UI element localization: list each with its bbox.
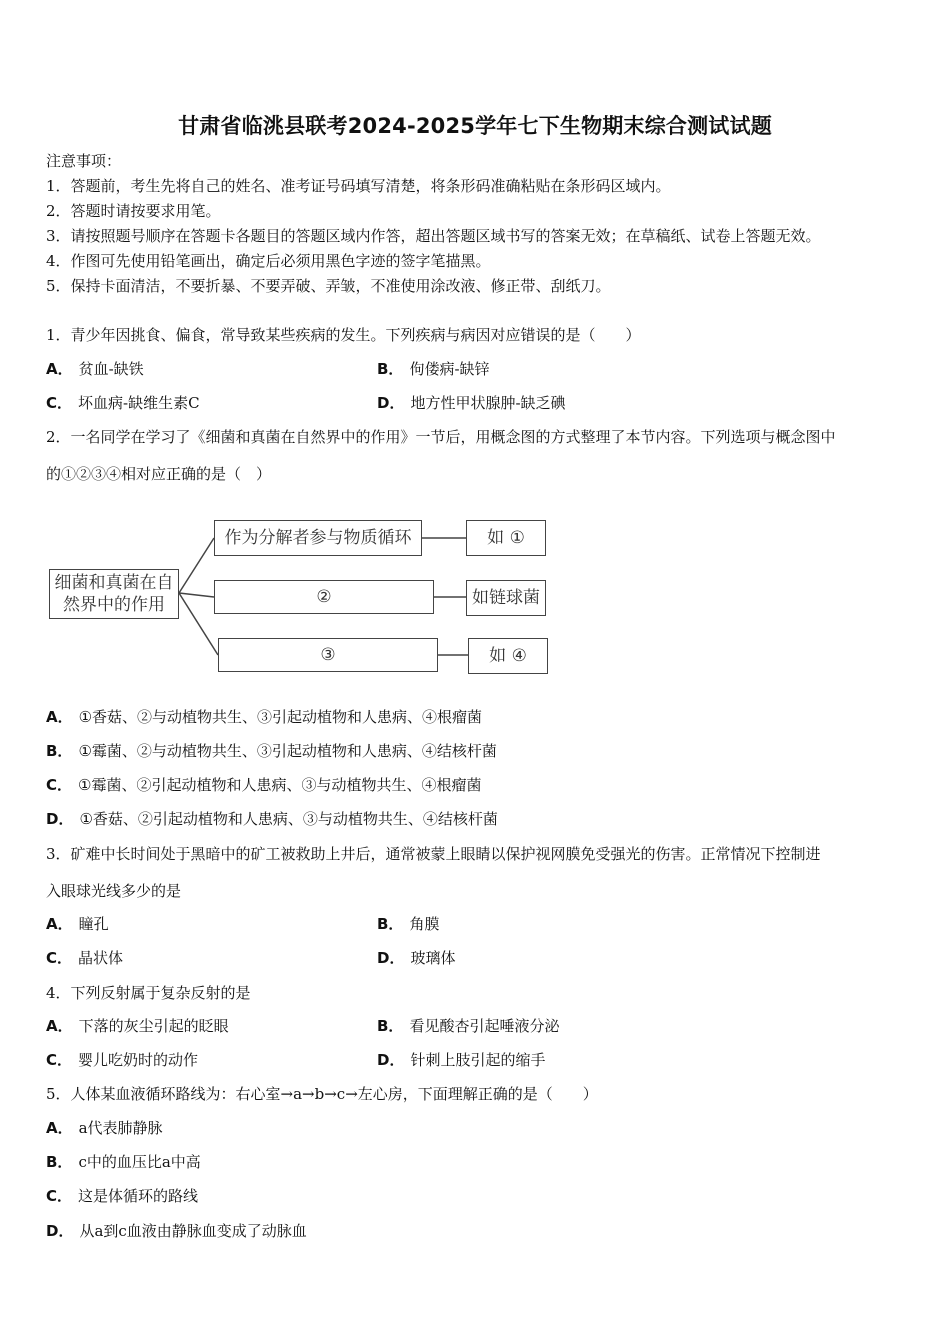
option-text: 佝偻病-缺锌 <box>409 360 490 378</box>
q3-option-a <box>46 914 109 934</box>
notice-item: 2．答题时请按要求用笔。 <box>46 202 221 220</box>
option-text: 婴儿吃奶时的动作 <box>78 1051 199 1069</box>
diagram-branch-3: ③ <box>218 638 438 672</box>
q5-option-c <box>46 1186 198 1206</box>
option-label: D． <box>46 1222 74 1240</box>
question-3-stem: 3．矿难中长时间处于黑暗中的矿工被救助上井后，通常被蒙上眼睛以保护视网膜免受强光的伤害。正常情况下控制进 <box>46 845 821 863</box>
option-text: a代表肺静脉 <box>78 1119 163 1137</box>
diagram-root-box: 细菌和真菌在自然界中的作用 <box>49 569 179 619</box>
q2-option-a <box>46 707 482 727</box>
question-2-stem-cont: 的①②③④相对应正确的是（ ） <box>46 465 272 483</box>
option-label: B． <box>377 360 404 378</box>
option-text: 看见酸杏引起唾液分泌 <box>409 1017 560 1035</box>
q1-option-c <box>46 393 200 413</box>
q1-option-b <box>377 359 490 379</box>
q4-option-c <box>46 1050 198 1070</box>
option-label: A． <box>46 708 73 726</box>
notice-item: 1．答题前，考生先将自己的姓名、准考证号码填写清楚，将条形码准确粘贴在条形码区域内。 <box>46 177 671 195</box>
q1-option-a <box>46 359 144 379</box>
option-text: 玻璃体 <box>410 949 456 967</box>
option-text: 坏血病-缺维生素C <box>78 394 200 412</box>
q4-option-a <box>46 1016 229 1036</box>
q2-option-c <box>46 775 481 795</box>
notice-heading: 注意事项： <box>46 152 122 170</box>
notice-item: 3．请按照题号顺序在答题卡各题目的答题区域内作答，超出答题区域书写的答案无效；在草稿纸、试卷上答题无效。 <box>46 227 821 245</box>
option-label: A． <box>46 1017 73 1035</box>
option-text: 这是体循环的路线 <box>78 1187 199 1205</box>
q4-option-b <box>377 1016 559 1036</box>
question-4-stem: 4．下列反射属于复杂反射的是 <box>46 984 251 1002</box>
option-label: D． <box>46 810 74 828</box>
diagram-branch-1: 作为分解者参与物质循环 <box>214 520 422 556</box>
option-label: C． <box>46 776 73 794</box>
option-label: C． <box>46 394 73 412</box>
question-3-stem-cont: 入眼球光线多少的是 <box>46 882 182 900</box>
diagram-branch-2: ② <box>214 580 434 614</box>
option-text: ①香菇、②与动植物共生、③引起动植物和人患病、④根瘤菌 <box>78 708 483 726</box>
option-label: A． <box>46 1119 73 1137</box>
option-label: B． <box>46 1153 73 1171</box>
option-label: B． <box>377 1017 404 1035</box>
option-text: ①香菇、②引起动植物和人患病、③与动植物共生、④结核杆菌 <box>79 810 498 828</box>
option-text: ①霉菌、②与动植物共生、③引起动植物和人患病、④结核杆菌 <box>78 742 497 760</box>
concept-diagram <box>40 505 560 685</box>
notice-item: 4．作图可先使用铅笔画出，确定后必须用黑色字迹的签字笔描黑。 <box>46 252 491 270</box>
q5-option-a <box>46 1118 163 1138</box>
notice-item: 5．保持卡面清洁，不要折暴、不要弄破、弄皱，不准使用涂改液、修正带、刮纸刀。 <box>46 277 611 295</box>
option-label: D． <box>377 394 405 412</box>
q2-option-b <box>46 741 497 761</box>
option-text: 角膜 <box>409 915 440 933</box>
q3-option-c <box>46 948 123 968</box>
page-title: 甘肃省临洮县联考2024-2025学年七下生物期末综合测试试题 <box>178 114 772 138</box>
option-text: 地方性甲状腺肿-缺乏碘 <box>410 394 566 412</box>
option-label: C． <box>46 1187 73 1205</box>
option-label: B． <box>46 742 73 760</box>
diagram-leaf-3: 如 ④ <box>468 638 548 674</box>
option-text: 晶状体 <box>78 949 124 967</box>
diagram-leaf-2: 如链球菌 <box>466 580 546 616</box>
q5-option-d <box>46 1221 307 1241</box>
option-label: A． <box>46 915 73 933</box>
option-text: 从a到c血液由静脉血变成了动脉血 <box>79 1222 307 1240</box>
option-label: C． <box>46 1051 73 1069</box>
q1-option-d <box>377 393 566 413</box>
q4-option-d <box>377 1050 545 1070</box>
option-label: A． <box>46 360 73 378</box>
q5-option-b <box>46 1152 201 1172</box>
option-label: D． <box>377 949 405 967</box>
q2-option-d <box>46 809 498 829</box>
diagram-leaf-1: 如 ① <box>466 520 546 556</box>
option-label: B． <box>377 915 404 933</box>
question-1-stem: 1．青少年因挑食、偏食，常导致某些疾病的发生。下列疾病与病因对应错误的是（ ） <box>46 326 641 344</box>
option-text: 瞳孔 <box>78 915 109 933</box>
option-text: 贫血-缺铁 <box>78 360 144 378</box>
question-2-stem: 2．一名同学在学习了《细菌和真菌在自然界中的作用》一节后，用概念图的方式整理了本节内容。下列选项与概念图中 <box>46 428 836 446</box>
option-text: ①霉菌、②引起动植物和人患病、③与动植物共生、④根瘤菌 <box>78 776 482 794</box>
option-text: 针刺上肢引起的缩手 <box>410 1051 546 1069</box>
option-text: 下落的灰尘引起的眨眼 <box>78 1017 229 1035</box>
question-5-stem: 5．人体某血液循环路线为：右心室→a→b→c→左心房，下面理解正确的是（ ） <box>46 1085 598 1103</box>
option-label: C． <box>46 949 73 967</box>
q3-option-b <box>377 914 439 934</box>
option-text: c中的血压比a中高 <box>78 1153 201 1171</box>
option-label: D． <box>377 1051 405 1069</box>
q3-option-d <box>377 948 455 968</box>
